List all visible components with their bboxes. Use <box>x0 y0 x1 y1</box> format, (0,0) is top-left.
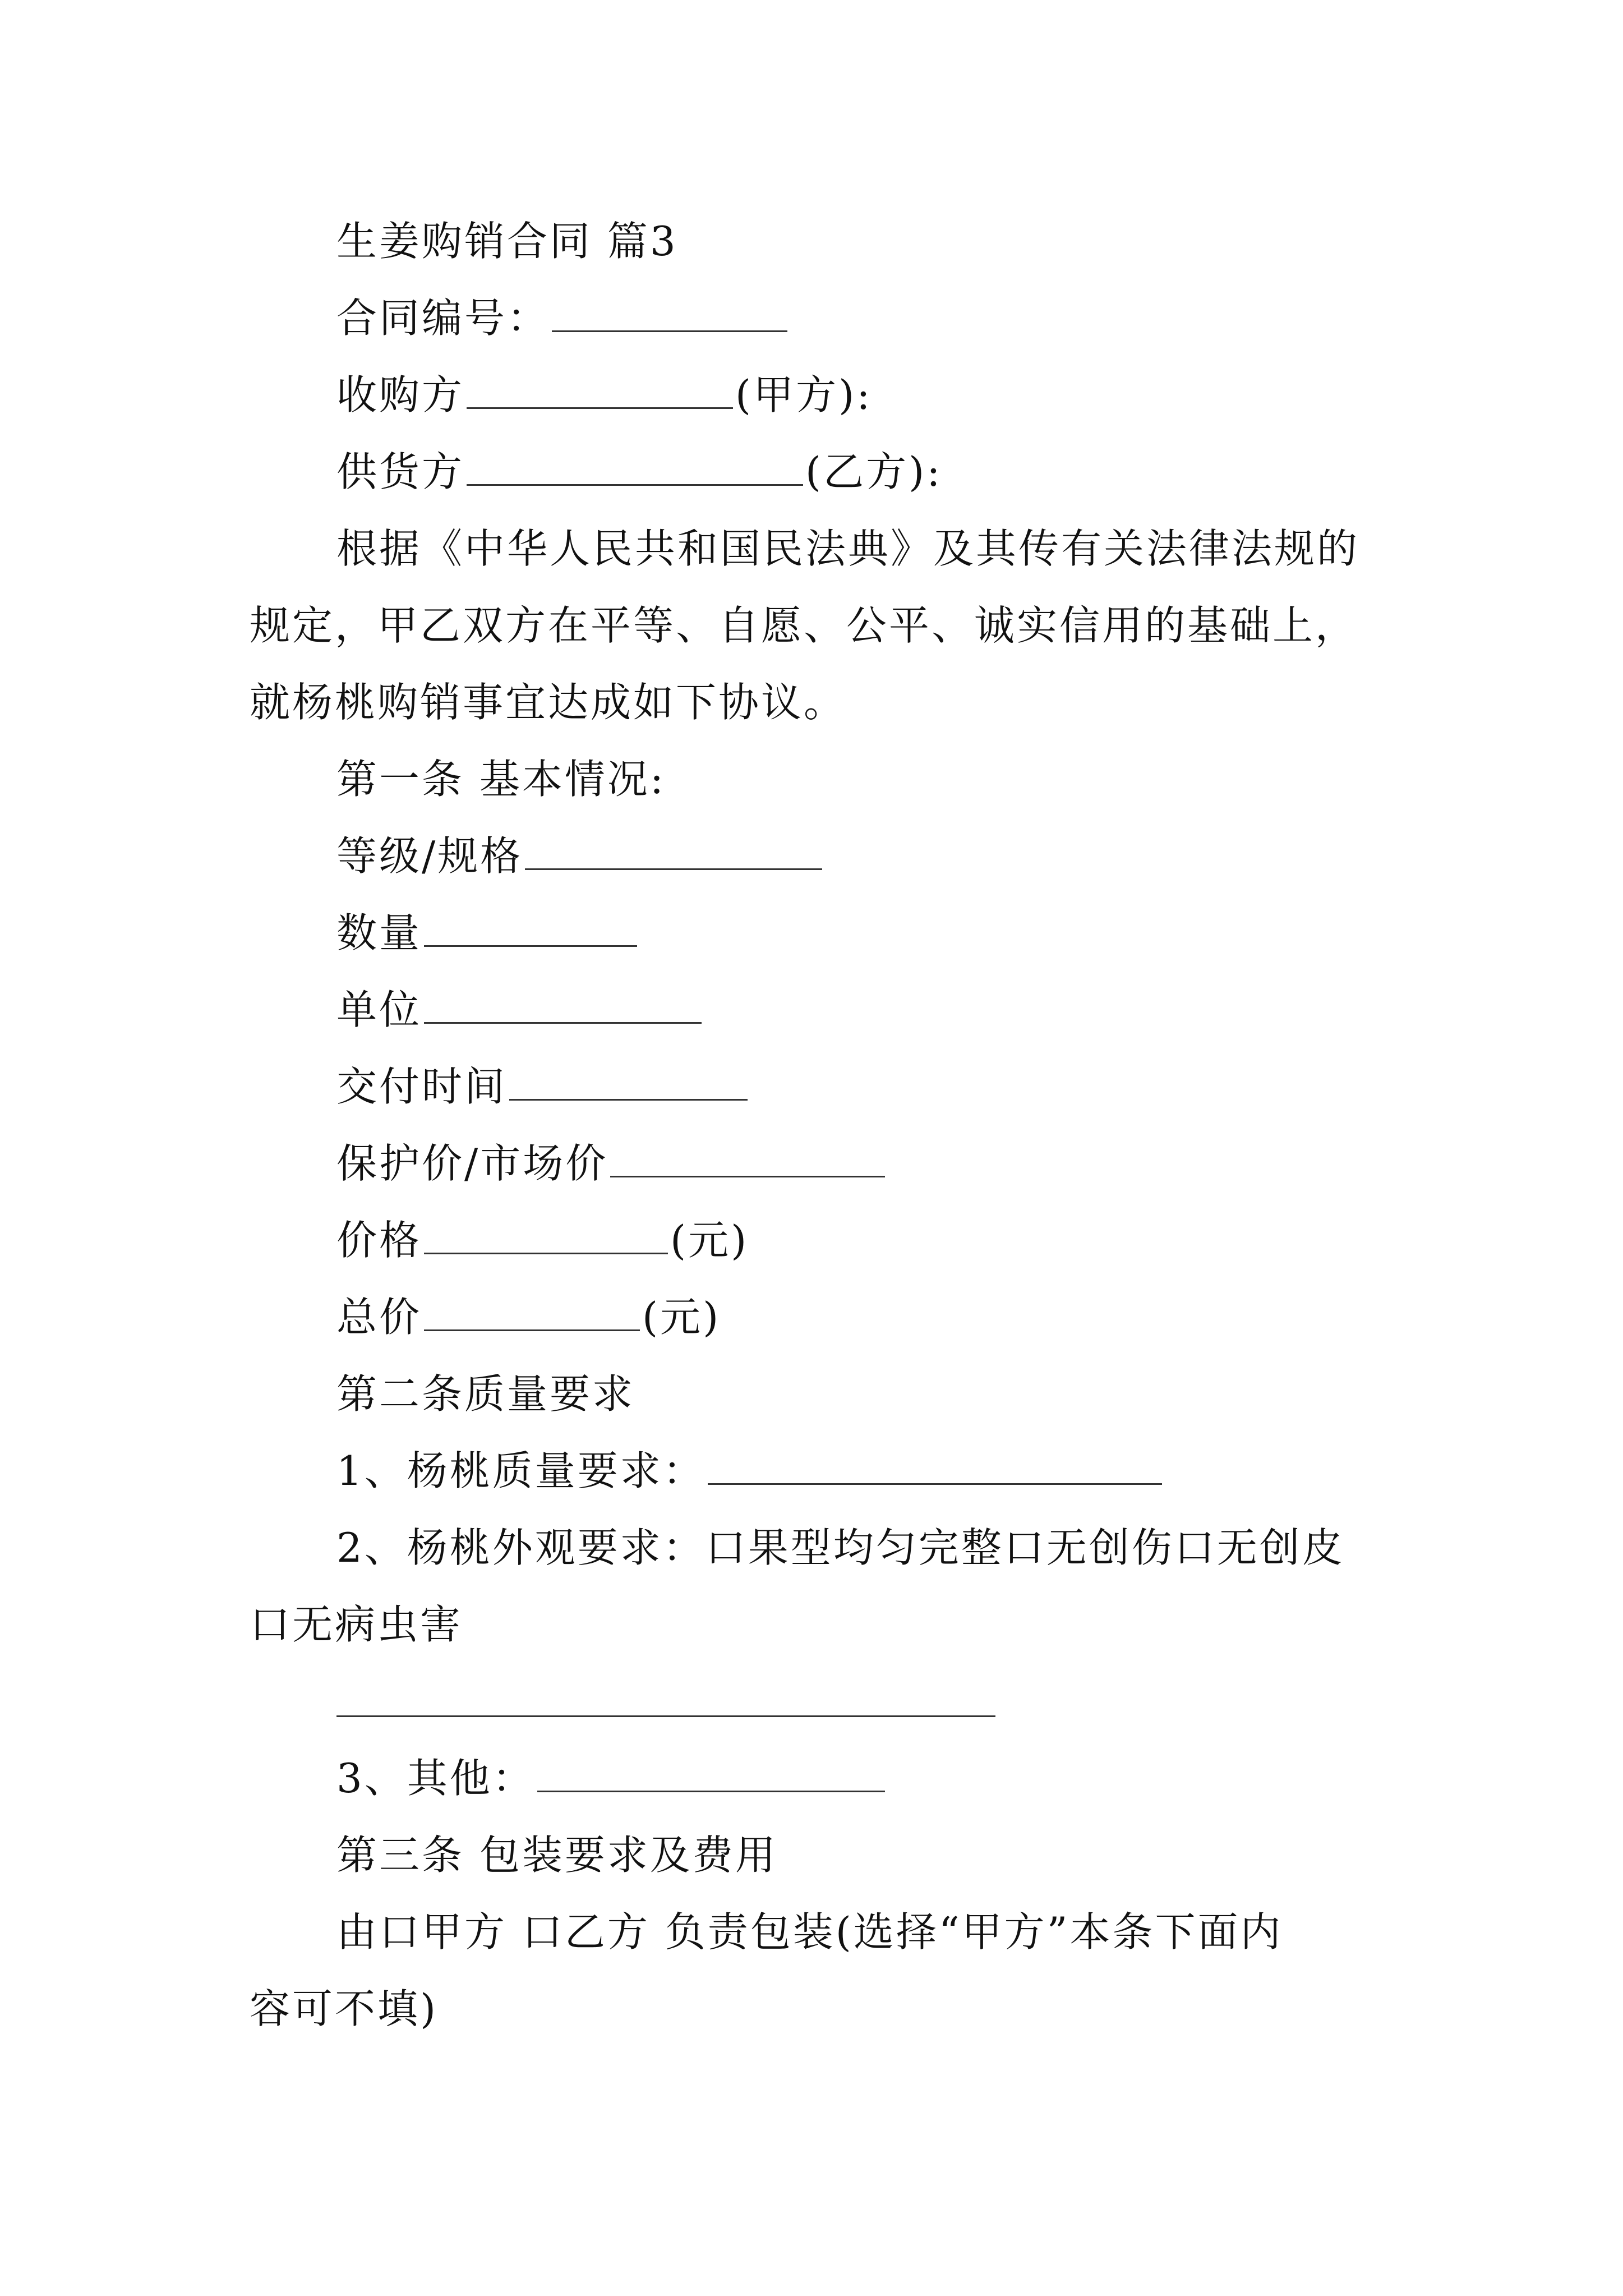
supplier-suffix: (乙方): <box>805 448 943 495</box>
quality-item-2-line-1 <box>336 1520 1345 1576</box>
quality-item-2-text-1: 2、杨桃外观要求：口果型均匀完整口无创伤口无创皮 <box>336 1524 1345 1571</box>
document-title <box>336 213 678 269</box>
buyer-line <box>336 367 872 423</box>
preamble-text-3: 就杨桃购销事宜达成如下协议。 <box>250 679 847 726</box>
quality-item-3-blank <box>537 1756 885 1792</box>
unit-blank <box>424 987 702 1024</box>
quality-item-3-label: 3、其他： <box>336 1755 535 1802</box>
quality-item-1-label: 1、杨桃质量要求： <box>336 1447 706 1494</box>
preamble-line-2 <box>250 597 1358 654</box>
contract-number-blank <box>552 296 787 332</box>
preamble-text-1: 根据《中华人民共和国民法典》及其传有关法律法规的 <box>336 525 1360 572</box>
grade-line <box>336 828 824 884</box>
article1-heading <box>336 751 666 807</box>
buyer-label: 收购方 <box>336 371 465 418</box>
protect-price-line <box>336 1135 887 1191</box>
unit-label: 单位 <box>336 986 422 1033</box>
article3-heading-text: 第三条 包装要求及费用 <box>336 1832 778 1879</box>
quality-item-1 <box>336 1443 1164 1499</box>
total-blank <box>424 1295 640 1331</box>
unit-line <box>336 982 704 1038</box>
total-label: 总价 <box>336 1294 422 1341</box>
article3-heading <box>336 1827 778 1883</box>
supplier-line <box>336 444 942 500</box>
quality-item-3 <box>336 1750 887 1806</box>
article3-text-2: 容可不填) <box>250 1985 439 2032</box>
protect-price-blank <box>610 1141 885 1177</box>
title-text: 生姜购销合同 篇3 <box>336 218 678 265</box>
article2-heading <box>336 1366 635 1422</box>
delivery-time-blank <box>509 1064 748 1101</box>
quantity-label: 数量 <box>336 909 422 956</box>
quantity-line <box>336 905 639 961</box>
article3-text-1: 由口甲方 口乙方 负责包装(选择“甲方”本条下面内 <box>336 1908 1283 1955</box>
delivery-time-line <box>336 1059 750 1115</box>
quality-item-2-line-2 <box>250 1596 463 1653</box>
preamble-line-3 <box>250 674 846 730</box>
price-suffix: (元) <box>670 1217 749 1264</box>
supplier-label: 供货方 <box>336 448 465 495</box>
delivery-time-label: 交付时间 <box>336 1063 508 1110</box>
price-line <box>336 1212 749 1268</box>
article3-line-1 <box>336 1904 1283 1960</box>
quality-item-1-blank <box>708 1448 1162 1485</box>
preamble-line-1 <box>336 521 1359 577</box>
price-label: 价格 <box>336 1217 422 1264</box>
contract-number-line <box>336 290 790 346</box>
article3-line-2 <box>250 1981 438 2037</box>
supplier-blank <box>467 449 803 486</box>
price-blank <box>424 1218 668 1254</box>
quality-item-2-text-2: 口无病虫害 <box>250 1601 463 1648</box>
article1-heading-text: 第一条 基本情况: <box>336 756 666 803</box>
article2-heading-text: 第二条质量要求 <box>336 1370 635 1418</box>
grade-label: 等级/规格 <box>336 832 523 880</box>
total-suffix: (元) <box>642 1294 721 1341</box>
protect-price-label: 保护价/市场价 <box>336 1140 608 1187</box>
quality-item-2-blank <box>336 1715 995 1717</box>
quantity-blank <box>424 910 637 947</box>
buyer-blank <box>467 372 733 409</box>
grade-blank <box>525 834 822 870</box>
buyer-suffix: (甲方): <box>735 371 873 418</box>
total-line <box>336 1289 721 1345</box>
preamble-text-2: 规定，甲乙双方在平等、自愿、公平、诚实信用的基础上， <box>250 602 1358 649</box>
contract-number-label: 合同编号： <box>336 295 550 342</box>
